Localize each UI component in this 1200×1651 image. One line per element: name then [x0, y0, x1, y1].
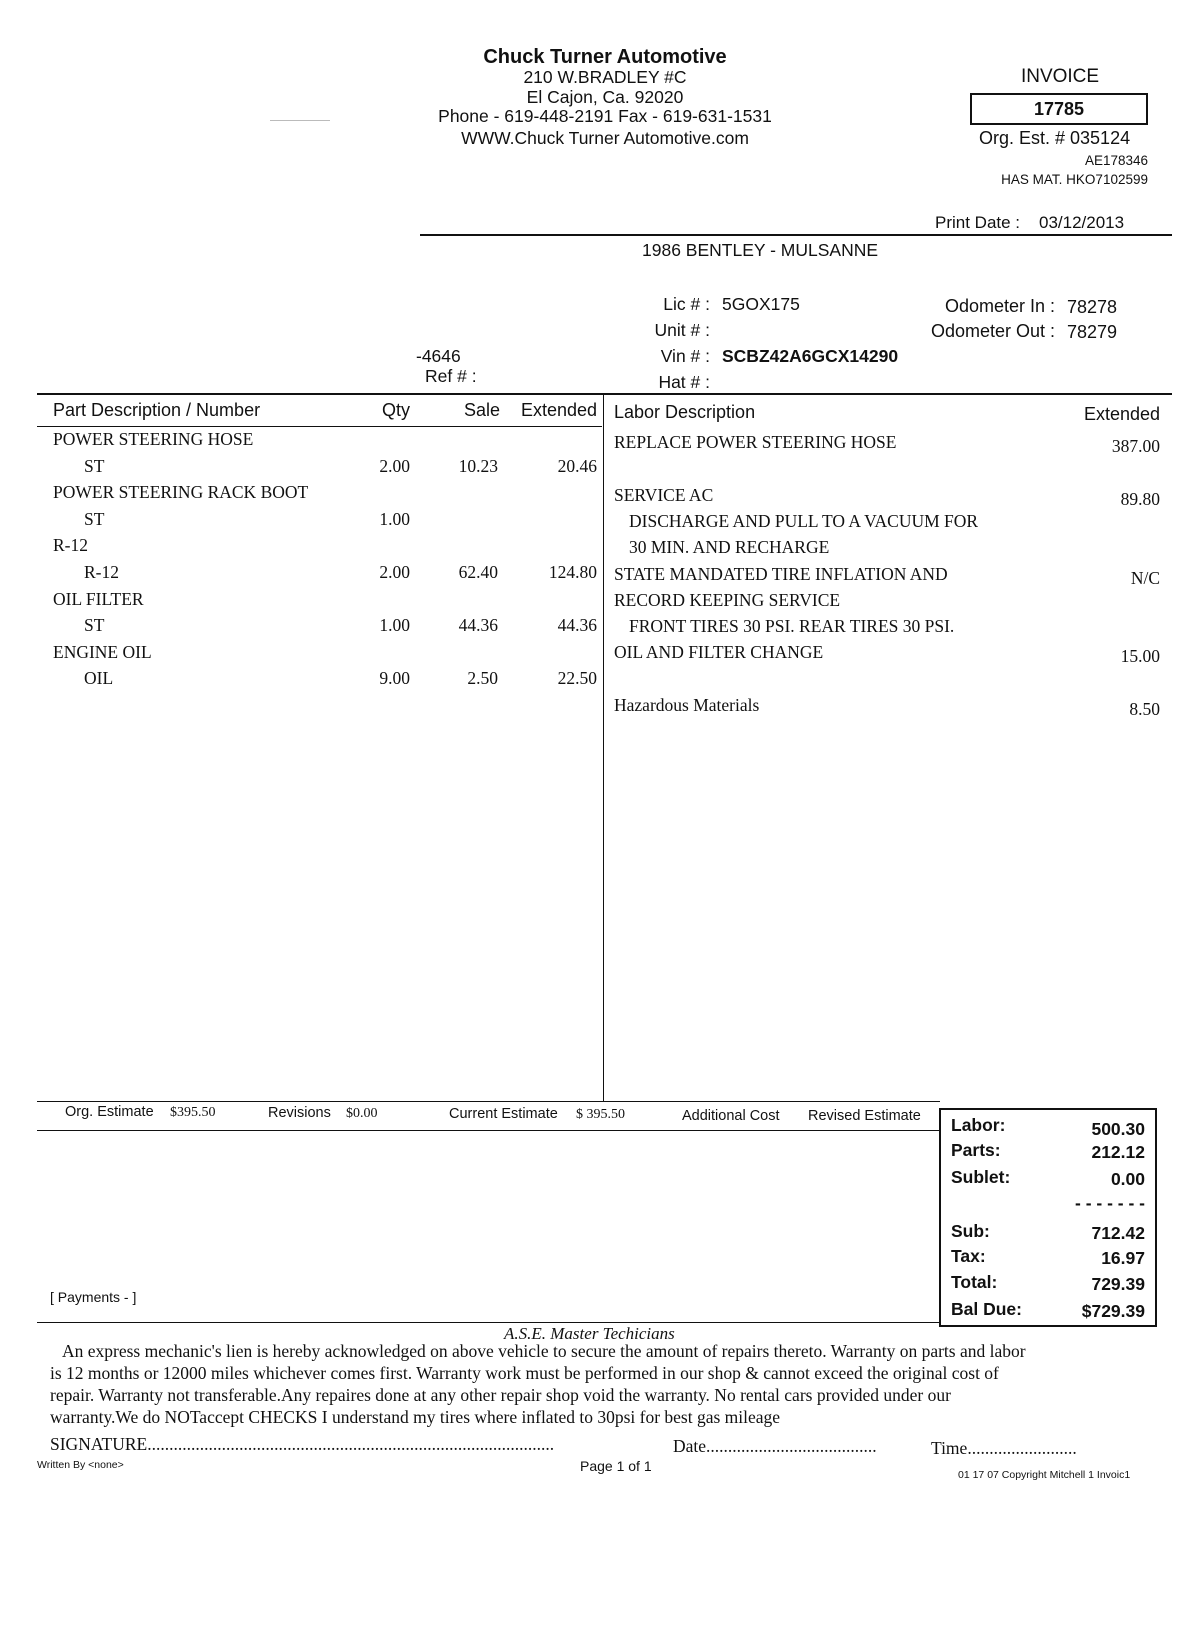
totals-balance-label: Bal Due: [951, 1299, 1022, 1319]
part-sale: 2.50 [467, 668, 498, 688]
part-extended: 20.46 [557, 456, 597, 476]
parts-header-extended: Extended [520, 400, 597, 420]
org-estimate-number: Org. Est. # 035124 [979, 128, 1131, 148]
hazmat-number: HAS MAT. HKO7102599 [1001, 172, 1148, 187]
unit-label: Unit # : [654, 320, 710, 340]
current-estimate-label: Current Estimate [449, 1106, 558, 1122]
odometer-in-label: Odometer In : [944, 296, 1055, 316]
part-description: ST [84, 615, 105, 635]
totals-tax-value: 16.97 [1101, 1248, 1145, 1268]
totals-sub-label: Sub: [951, 1221, 990, 1241]
table-top-rule [37, 393, 1172, 395]
lien-line-4: warranty.We do NOTaccept CHECKS I understand my tires where inflated to 30psi for best gas mileage [50, 1407, 781, 1427]
totals-sublet-value: 0.00 [1110, 1169, 1145, 1189]
odometer-out-label: Odometer Out : [930, 321, 1055, 341]
totals-total-value: 729.39 [1091, 1274, 1145, 1294]
company-phone-fax: Phone - 619-448-2191 Fax - 619-631-1531 [438, 106, 772, 126]
labor-description: FRONT TIRES 30 PSI. REAR TIRES 30 PSI. [629, 616, 955, 636]
totals-parts-label: Parts: [951, 1140, 1001, 1160]
labor-description: 30 MIN. AND RECHARGE [629, 537, 830, 557]
company-address-line1: 210 W.BRADLEY #C [523, 67, 687, 87]
labor-description: REPLACE POWER STEERING HOSE [614, 432, 897, 452]
ae-number: AE178346 [1084, 153, 1148, 168]
invoice-label: INVOICE [1020, 66, 1100, 87]
labor-extended: 387.00 [1111, 436, 1160, 456]
date-line[interactable]: Date....................................... [673, 1436, 877, 1456]
ase-line: A.S.E. Master Techicians [504, 1324, 675, 1343]
vin-value: SCBZ42A6GCX14290 [722, 346, 899, 366]
company-address-line2: El Cajon, Ca. 92020 [526, 87, 684, 107]
totals-labor-value: 500.30 [1091, 1119, 1145, 1139]
part-sale: 62.40 [458, 562, 498, 582]
revisions-value: $0.00 [346, 1106, 378, 1121]
page-number: Page 1 of 1 [580, 1458, 652, 1474]
part-sale: 10.23 [458, 456, 498, 476]
labor-description: DISCHARGE AND PULL TO A VACUUM FOR [629, 511, 979, 531]
vehicle-title: 1986 BENTLEY - MULSANNE [642, 240, 879, 260]
part-qty: 2.00 [379, 456, 410, 476]
lien-line-3: repair. Warranty not transferable.Any repaires done at any other repair shop void the warranty. No rental cars provided under our [50, 1385, 951, 1405]
labor-description: RECORD KEEPING SERVICE [614, 590, 841, 610]
labor-extended: 89.80 [1120, 489, 1160, 509]
lic-value: 5GOX175 [722, 294, 800, 314]
parts-header-qty: Qty [381, 400, 410, 420]
labor-extended: 15.00 [1120, 646, 1160, 666]
part-extended: 22.50 [557, 668, 597, 688]
payments-bottom-rule [37, 1322, 940, 1323]
part-description: ST [84, 456, 105, 476]
totals-box [939, 1108, 1157, 1327]
estimate-top-rule [37, 1101, 940, 1102]
labor-description: Hazardous Materials [614, 695, 760, 715]
totals-tax-label: Tax: [951, 1246, 986, 1266]
labor-header-extended: Extended [1083, 404, 1160, 424]
labor-description: SERVICE AC [614, 485, 714, 505]
labor-description: OIL AND FILTER CHANGE [614, 642, 824, 662]
invoice-number-box: 17785 [970, 93, 1148, 125]
parts-header-rule [37, 426, 602, 427]
signature-line[interactable]: SIGNATURE............................................................................................. [50, 1434, 555, 1454]
lien-line-2: is 12 months or 12000 miles whichever comes first. Warranty work must be performed in our shop & cannot exceed the original cost of [50, 1363, 999, 1383]
totals-sublet-label: Sublet: [951, 1167, 1011, 1187]
org-estimate-label: Org. Estimate [65, 1104, 154, 1120]
part-qty: 1.00 [379, 615, 410, 635]
part-description: POWER STEERING HOSE [53, 429, 254, 449]
totals-parts-value: 212.12 [1091, 1142, 1145, 1162]
company-website: WWW.Chuck Turner Automotive.com [461, 128, 749, 148]
lien-line-1: An express mechanic's lien is hereby acknowledged on above vehicle to secure the amount of repairs thereto. Warranty on parts and labor [62, 1341, 1026, 1361]
column-divider [603, 395, 604, 1102]
part-description: OIL [84, 668, 114, 688]
time-line[interactable]: Time......................... [931, 1438, 1077, 1458]
totals-dashes: - - - - - - - [1075, 1193, 1145, 1213]
part-extended: 124.80 [548, 562, 597, 582]
part-description: ENGINE OIL [53, 642, 152, 662]
written-by: Written By <none> [37, 1459, 124, 1471]
part-extended: 44.36 [557, 615, 597, 635]
part-description: POWER STEERING RACK BOOT [53, 482, 309, 502]
estimate-bottom-rule [37, 1130, 940, 1131]
stray-mark [270, 120, 330, 121]
odometer-in-value: 78278 [1067, 297, 1118, 317]
totals-sub-value: 712.42 [1091, 1223, 1145, 1243]
company-name: Chuck Turner Automotive [483, 46, 727, 68]
part-qty: 9.00 [379, 668, 410, 688]
additional-cost-label: Additional Cost [682, 1108, 780, 1124]
totals-total-label: Total: [951, 1272, 998, 1292]
totals-balance-value: $729.39 [1081, 1301, 1145, 1321]
odometer-out-value: 78279 [1067, 322, 1118, 342]
copyright: 01 17 07 Copyright Mitchell 1 Invoic1 [958, 1469, 1131, 1481]
part-description: R-12 [84, 562, 119, 582]
payments-label: [ Payments - ] [50, 1289, 137, 1305]
part-description: ST [84, 509, 105, 529]
totals-labor-label: Labor: [951, 1115, 1006, 1135]
current-estimate-value: $ 395.50 [576, 1107, 625, 1122]
vin-label: Vin # : [660, 346, 710, 366]
part-sale: 44.36 [458, 615, 498, 635]
ref-number: -4646 [416, 346, 461, 366]
labor-extended: 8.50 [1129, 699, 1160, 719]
hat-label: Hat # : [658, 372, 710, 392]
part-qty: 2.00 [379, 562, 410, 582]
parts-header-sale: Sale [463, 400, 500, 420]
part-description: OIL FILTER [53, 589, 144, 609]
print-date: 03/12/2013 [1039, 213, 1125, 232]
org-estimate-value: $395.50 [170, 1105, 216, 1120]
ref-label: Ref # : [425, 366, 477, 386]
print-date-label: Print Date : [935, 213, 1021, 232]
lic-label: Lic # : [663, 294, 710, 314]
part-description: R-12 [53, 535, 88, 555]
revisions-label: Revisions [268, 1105, 331, 1121]
parts-header-description: Part Description / Number [53, 400, 261, 420]
labor-description: STATE MANDATED TIRE INFLATION AND [614, 564, 948, 584]
part-qty: 1.00 [379, 509, 410, 529]
labor-extended: N/C [1130, 568, 1160, 588]
revised-estimate-label: Revised Estimate [808, 1108, 921, 1124]
header-divider [420, 234, 1172, 236]
labor-header-description: Labor Description [614, 402, 756, 422]
